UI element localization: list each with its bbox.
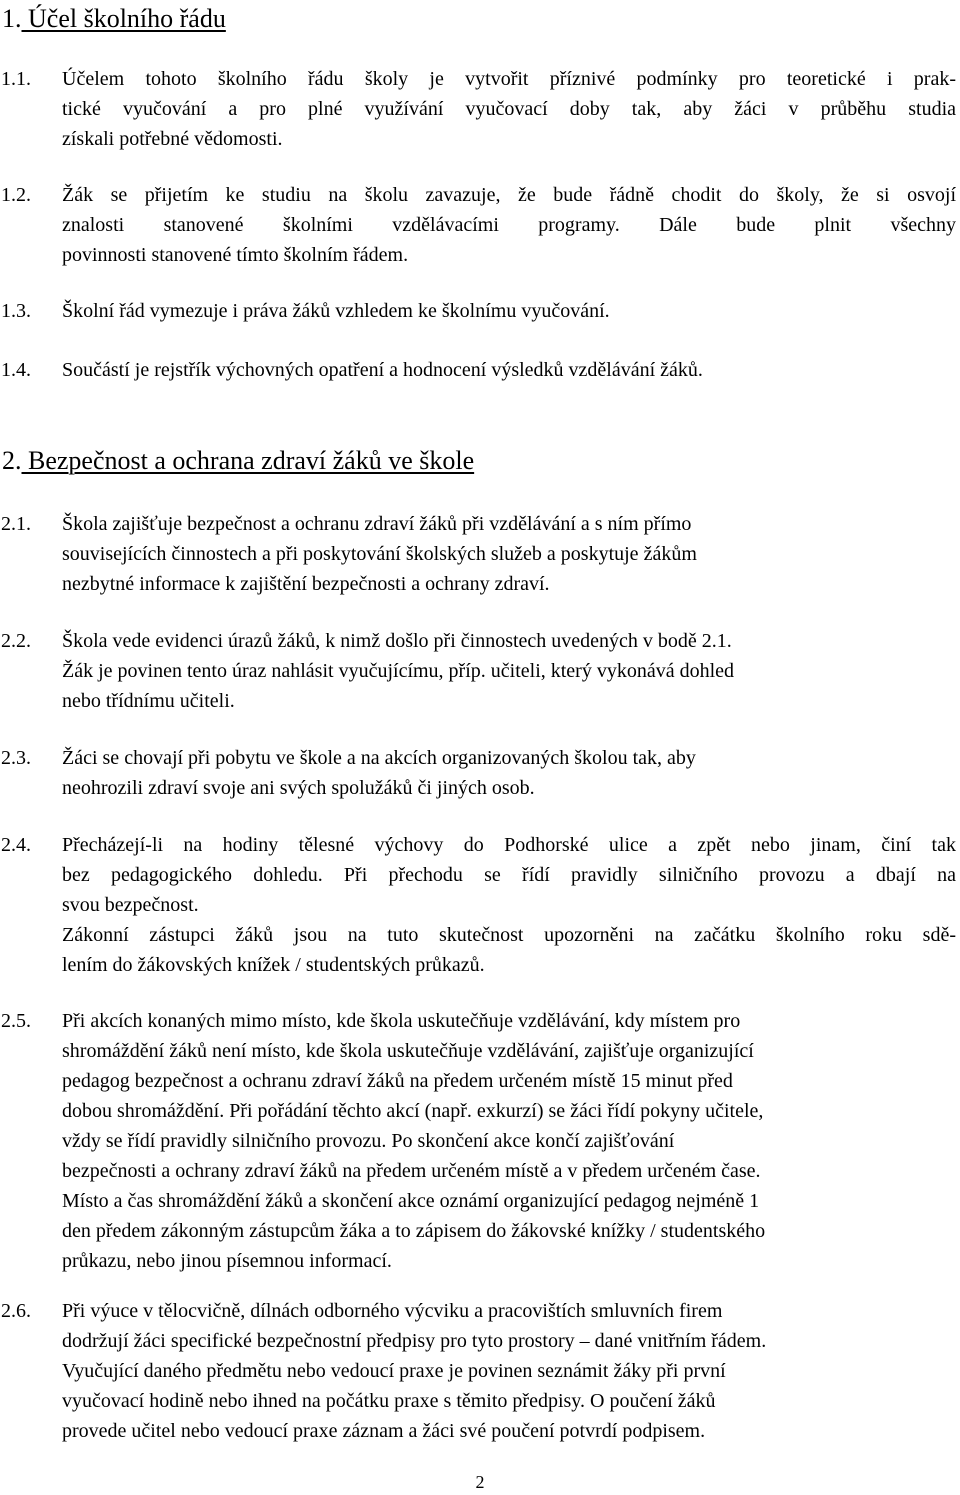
paragraph-line: provede učitel nebo vedoucí praxe záznam a žáci své poučení potvrdí podpisem. <box>62 1420 706 1442</box>
paragraph-line: nebo třídnímu učiteli. <box>62 690 235 712</box>
paragraph-line: Vyučující daného předmětu nebo vedoucí praxe je povinen seznámit žáky při první <box>62 1360 726 1382</box>
paragraph-line: neohrozili zdraví svoje ani svých spolužáků či jiných osob. <box>62 777 535 799</box>
section-heading-2 <box>2 446 474 476</box>
paragraph-line: Škola zajišťuje bezpečnost a ochranu zdraví žáků při vzdělávání a s ním přímo <box>62 513 692 535</box>
paragraph-line: Žák je povinen tento úraz nahlásit vyučujícímu, příp. učiteli, který vykonává dohled <box>62 660 735 682</box>
paragraph-number: 2.3. <box>1 747 31 769</box>
paragraph-line: bezpečnosti a ochrany zdraví žáků na předem určeném místě a v předem určeném čase. <box>62 1160 761 1182</box>
paragraph-line: průkazu, nebo jinou písemnou informací. <box>62 1250 392 1272</box>
paragraph-number: 1.1. <box>1 68 31 90</box>
section-title: Bezpečnost a ochrana zdraví žáků ve škole <box>21 446 475 475</box>
paragraph-line: znalosti stanovené školními vzdělávacími programy. Dále bude plnit všechny <box>62 214 956 236</box>
section-title: Účel školního řádu <box>21 4 226 33</box>
paragraph-line: dobou shromáždění. Při pořádání těchto akcí (např. exkurzí) se žáci řídí pokyny učitele, <box>62 1100 764 1122</box>
paragraph-number: 2.5. <box>1 1010 31 1032</box>
paragraph-line: bez pedagogického dohledu. Při přechodu se řídí pravidly silničního provozu a dbají na <box>62 864 956 886</box>
paragraph-line: získali potřebné vědomosti. <box>62 128 283 150</box>
paragraph-number: 2.2. <box>1 630 31 652</box>
paragraph-line: Žáci se chovají při pobytu ve škole a na akcích organizovaných školou tak, aby <box>62 747 696 769</box>
paragraph-line: vyučovací hodině nebo ihned na počátku praxe s těmito předpisy. O poučení žáků <box>62 1390 716 1412</box>
paragraph-line: Žák se přijetím ke studiu na školu zavazuje, že bude řádně chodit do školy, že si osvojí <box>62 184 956 206</box>
section-heading-1 <box>2 4 226 34</box>
paragraph-line: dodržují žáci specifické bezpečnostní předpisy pro tyto prostory – dané vnitřním řádem. <box>62 1330 767 1352</box>
paragraph-line: den předem zákonným zástupcům žáka a to zápisem do žákovské knížky / studentského <box>62 1220 766 1242</box>
paragraph-line: tické vyučování a pro plné využívání vyučovací doby tak, aby žáci v průběhu studia <box>62 98 956 120</box>
paragraph-line: Zákonní zástupci žáků jsou na tuto skutečnost upozorněni na začátku školního roku sdě- <box>62 924 956 946</box>
paragraph-line: Místo a čas shromáždění žáků a skončení akce oznámí organizující pedagog nejméně 1 <box>62 1190 760 1212</box>
paragraph-line: Při akcích konaných mimo místo, kde škola uskutečňuje vzdělávání, kdy místem pro <box>62 1010 741 1032</box>
paragraph-number: 2.1. <box>1 513 31 535</box>
paragraph-line: Škola vede evidenci úrazů žáků, k nimž došlo při činnostech uvedených v bodě 2.1. <box>62 630 732 652</box>
paragraph-line: Přecházejí-li na hodiny tělesné výchovy do Podhorské ulice a zpět nebo jinam, činí tak <box>62 834 956 856</box>
paragraph-number: 2.6. <box>1 1300 31 1322</box>
paragraph-number: 1.2. <box>1 184 31 206</box>
paragraph-line: Při výuce v tělocvičně, dílnách odborného výcviku a pracovištích smluvních firem <box>62 1300 723 1322</box>
paragraph-line: Součástí je rejstřík výchovných opatření a hodnocení výsledků vzdělávání žáků. <box>62 359 703 381</box>
paragraph-line: souvisejících činnostech a při poskytování školských služeb a poskytuje žákům <box>62 543 697 565</box>
paragraph-line: lením do žákovských knížek / studentských průkazů. <box>62 954 485 976</box>
paragraph-line: Účelem tohoto školního řádu školy je vytvořit příznivé podmínky pro teoretické i prak- <box>62 68 956 90</box>
section-number: 1. <box>2 4 22 33</box>
paragraph-line: shromáždění žáků není místo, kde škola uskutečňuje vzdělávání, zajišťuje organizující <box>62 1040 754 1062</box>
paragraph-number: 2.4. <box>1 834 31 856</box>
paragraph-line: Školní řád vymezuje i práva žáků vzhledem ke školnímu vyučování. <box>62 300 610 322</box>
paragraph-line: nezbytné informace k zajištění bezpečnosti a ochrany zdraví. <box>62 573 550 595</box>
page-number: 2 <box>475 1472 485 1492</box>
paragraph-line: povinnosti stanovené tímto školním řádem. <box>62 244 409 266</box>
paragraph-line: vždy se řídí pravidly silničního provozu. Po skončení akce končí zajišťování <box>62 1130 675 1152</box>
paragraph-number: 1.3. <box>1 300 31 322</box>
section-number: 2. <box>2 446 22 475</box>
paragraph-number: 1.4. <box>1 359 31 381</box>
paragraph-line: svou bezpečnost. <box>62 894 199 916</box>
paragraph-line: pedagog bezpečnost a ochranu zdraví žáků na předem určeném místě 15 minut před <box>62 1070 733 1092</box>
